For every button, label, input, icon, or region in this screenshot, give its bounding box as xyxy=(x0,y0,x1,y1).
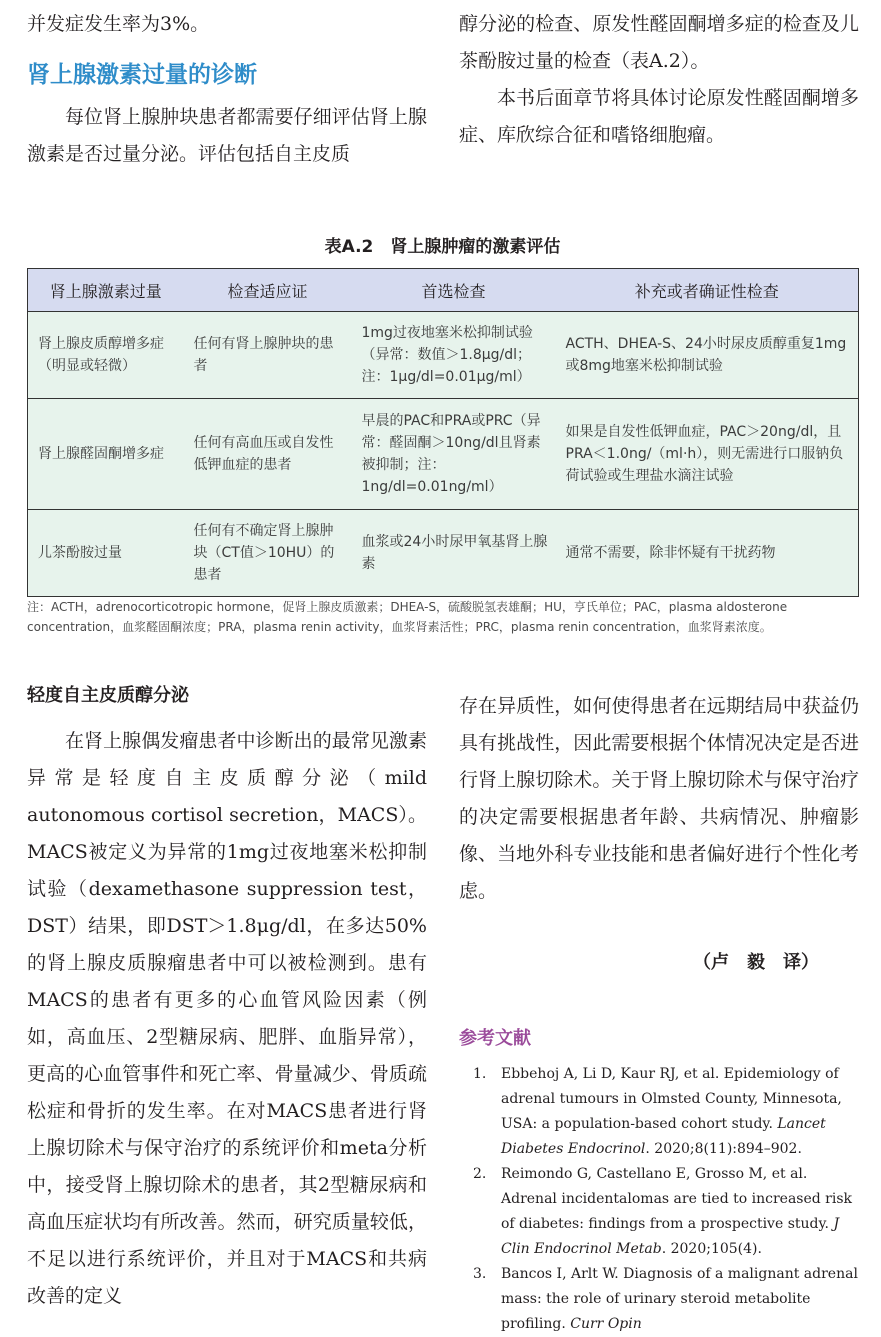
reference-journal: J Clin Endocrinol Metab xyxy=(501,1216,840,1257)
reference-tail: . 2020;8(11):894–902. xyxy=(645,1141,802,1157)
table-caption: 表A.2 肾上腺肿瘤的激素评估 xyxy=(324,237,561,257)
section-heading: 肾上腺激素过量的诊断 xyxy=(27,62,257,88)
references-list xyxy=(473,1062,859,1337)
table-header-cell: 首选检查 xyxy=(352,269,556,312)
table-cell: 肾上腺醛固酮增多症 xyxy=(28,399,184,510)
reference-number: 2. xyxy=(473,1166,487,1182)
table-cell: 如果是自发性低钾血症，PAC＞20ng/dl，且PRA＜1.0ng/（ml·h），则无需进行口服钠负荷试验或生理盐水滴注试验 xyxy=(556,399,859,510)
table-cell: 通常不需要，除非怀疑有干扰药物 xyxy=(556,510,859,597)
macs-paragraph: 在肾上腺偶发瘤患者中诊断出的最常见激素异常是轻度自主皮质醇分泌（mild autonomous cortisol secretion，MACS）。MACS被定义为异常的1mg过夜地塞米松抑制试验（dexamethasone suppression test，DST）结果，即DST＞1.8μg/dl，在多达50%的肾上腺皮质腺瘤患者中可以被检测到。患有MACS的患者有更多的心血管风险因素（例如，高血压、2型糖尿病、肥胖、血脂异常），更高的心血管事件和死亡率、骨量减少、骨质疏松症和骨折的发生率。在对MACS患者进行肾上腺切除术与保守治疗的系统评价和meta分析中，接受肾上腺切除术的患者，其2型糖尿病和高血压症状均有所改善。然而，研究质量较低，不足以进行系统评价，并且对于MACS和共病改善的定义 xyxy=(27,730,427,1307)
table-note: 注：ACTH，adrenocorticotropic hormone，促肾上腺皮质激素；DHEA-S，硫酸脱氢表雄酮；HU，亨氏单位；PAC，plasma aldosterone concentration，血浆醛固酮浓度；PRA，plasma renin activity，血浆肾素活性；PRC，plasma renin concentration，血浆肾素浓度。 xyxy=(27,600,788,634)
hormone-evaluation-table xyxy=(27,268,859,597)
references-heading: 参考文献 xyxy=(459,1028,531,1049)
reference-text: Reimondo G, Castellano E, Grosso M, et al. Adrenal incidentalomas are tied to increased risk of diabetes: findings from a prospective study. xyxy=(501,1166,853,1232)
table-row xyxy=(28,510,859,597)
macs-paragraph-cont: 存在异质性，如何使得患者在远期结局中获益仍具有挑战性，因此需要根据个体情况决定是否进行肾上腺切除术。关于肾上腺切除术与保守治疗的决定需要根据患者年龄、共病情况、肿瘤影像、当地外科专业技能和患者偏好进行个性化考虑。 xyxy=(459,695,859,902)
table-cell: 儿茶酚胺过量 xyxy=(28,510,184,597)
subsection-heading: 轻度自主皮质醇分泌 xyxy=(27,685,189,706)
table-cell: 任何有高血压或自发性低钾血症的患者 xyxy=(184,399,352,510)
continued-line: 并发症发生率为3%。 xyxy=(27,13,210,35)
reference-text: Ebbehoj A, Li D, Kaur RJ, et al. Epidemiology of adrenal tumours in Olmsted County, Minnesota, USA: a population-based cohort study. xyxy=(501,1066,842,1132)
table-row xyxy=(28,399,859,510)
table-header-row xyxy=(28,269,859,312)
reference-item xyxy=(473,1062,859,1162)
reference-item xyxy=(473,1162,859,1262)
table-cell: 任何有肾上腺肿块的患者 xyxy=(184,312,352,399)
table-header-cell: 检查适应证 xyxy=(184,269,352,312)
table-cell: 血浆或24小时尿甲氧基肾上腺素 xyxy=(352,510,556,597)
table-cell: ACTH、DHEA-S、24小时尿皮质醇重复1mg或8mg地塞米松抑制试验 xyxy=(556,312,859,399)
reference-tail: . 2020;105(4). xyxy=(661,1241,762,1257)
reference-journal: Lancet Diabetes Endocrinol xyxy=(501,1116,826,1157)
reference-number: 1. xyxy=(473,1066,487,1082)
reference-journal: Curr Opin xyxy=(570,1316,642,1332)
right-column-top xyxy=(459,6,859,154)
table-cell: 1mg过夜地塞米松抑制试验（异常：数值＞1.8μg/dl；注：1μg/dl=0.01μg/ml） xyxy=(352,312,556,399)
left-column-top xyxy=(27,6,427,173)
section-paragraph: 每位肾上腺肿块患者都需要仔细评估肾上腺激素是否过量分泌。评估包括自主皮质 xyxy=(27,106,427,165)
table-header-cell: 肾上腺激素过量 xyxy=(28,269,184,312)
table-header-cell: 补充或者确证性检查 xyxy=(556,269,859,312)
reference-text: Bancos I, Arlt W. Diagnosis of a malignant adrenal mass: the role of urinary steroid metabolite profiling. xyxy=(501,1266,858,1332)
table-row xyxy=(28,312,859,399)
table-cell: 肾上腺皮质醇增多症（明显或轻微） xyxy=(28,312,184,399)
right-column-bottom xyxy=(459,688,859,1337)
reference-number: 3. xyxy=(473,1266,487,1282)
translator-credit: （卢 毅 译） xyxy=(693,952,819,973)
right-paragraph-1: 醇分泌的检查、原发性醛固酮增多症的检查及儿茶酚胺过量的检查（表A.2）。 xyxy=(459,13,859,72)
reference-item xyxy=(473,1262,859,1337)
table-cell: 早晨的PAC和PRA或PRC（异常：醛固酮＞10ng/dl且肾素被抑制；注：1ng/dl=0.01ng/ml） xyxy=(352,399,556,510)
table-cell: 任何有不确定肾上腺肿块（CT值＞10HU）的患者 xyxy=(184,510,352,597)
left-column-bottom xyxy=(27,681,427,1315)
right-paragraph-2: 本书后面章节将具体讨论原发性醛固酮增多症、库欣综合征和嗜铬细胞瘤。 xyxy=(459,87,859,146)
